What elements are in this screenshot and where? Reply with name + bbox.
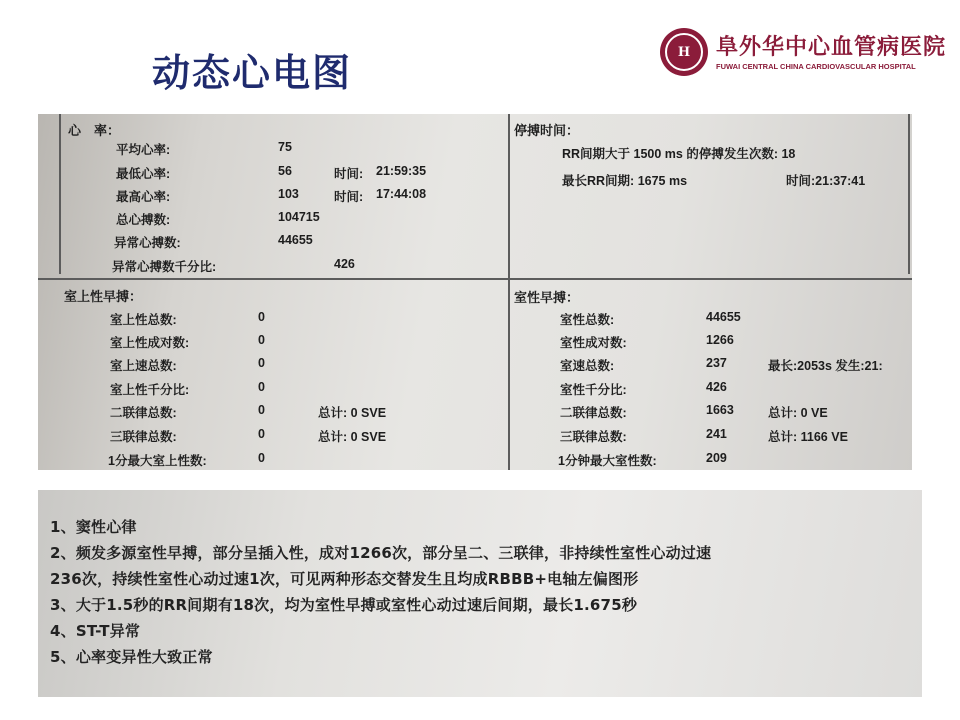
diagnosis-line: 2、频发多源室性早搏，部分呈插入性，成对1266次，部分呈二、三联律，非持续性室性心动过速 xyxy=(50,544,712,562)
hr-label: 最低心率: xyxy=(116,167,171,181)
diagnosis-line: 1、窦性心律 xyxy=(50,518,137,536)
diagnosis-line: 5、心率变异性大致正常 xyxy=(50,648,213,666)
sve-value: 0 xyxy=(258,356,265,370)
hr-time-label: 时间: xyxy=(334,190,364,204)
pause-count: RR间期大于 1500 ms 的停搏发生次数: 18 xyxy=(562,147,796,161)
sve-label: 室上性成对数: xyxy=(110,336,190,350)
hr-value: 44655 xyxy=(278,233,313,247)
ve-value: 1663 xyxy=(706,403,734,417)
hospital-name-cn: 阜外华中心血管病医院 xyxy=(716,34,947,60)
ve-extra: 总计: 0 VE xyxy=(768,406,828,420)
heart-rate-title: 心 率： xyxy=(68,123,121,138)
hr-value: 103 xyxy=(278,187,299,201)
ve-value: 44655 xyxy=(706,310,741,324)
hr-label: 异常心搏数千分比: xyxy=(112,260,217,274)
ve-extra: 最长:2053s 发生:21: xyxy=(768,359,883,373)
hospital-name-en: FUWAI CENTRAL CHINA CARDIOVASCULAR HOSPITAL xyxy=(716,62,916,71)
slide-title: 动态心电图 xyxy=(152,51,353,95)
hr-time-label: 时间: xyxy=(334,167,364,181)
ve-title: 室性早搏： xyxy=(514,290,580,305)
divider xyxy=(38,278,912,280)
ve-extra: 总计: 1166 VE xyxy=(768,430,848,444)
ve-value: 237 xyxy=(706,356,727,370)
ve-label: 室性成对数: xyxy=(560,336,627,350)
ve-label: 室性总数: xyxy=(560,313,615,327)
hospital-seal-icon xyxy=(660,28,708,76)
diagnosis-line: 4、ST-T异常 xyxy=(50,622,141,640)
hospital-logo xyxy=(660,28,950,80)
divider xyxy=(59,114,61,274)
diagnosis-list xyxy=(50,514,920,670)
ve-label: 室性千分比: xyxy=(560,383,627,397)
sve-label: 室上性总数: xyxy=(110,313,177,327)
sve-value: 0 xyxy=(258,310,265,324)
sve-value: 0 xyxy=(258,403,265,417)
hr-label: 总心搏数: xyxy=(116,213,171,227)
hr-label: 最高心率: xyxy=(116,190,171,204)
longest-rr-time: 时间:21:37:41 xyxy=(786,174,866,188)
hr-value: 75 xyxy=(278,140,292,154)
ve-value: 426 xyxy=(706,380,727,394)
sve-extra: 总计: 0 SVE xyxy=(318,430,387,444)
ve-value: 241 xyxy=(706,427,727,441)
sve-title: 室上性早搏： xyxy=(64,289,143,304)
hr-label: 异常心搏数: xyxy=(114,236,181,250)
sve-extra: 总计: 0 SVE xyxy=(318,406,387,420)
hr-label: 平均心率: xyxy=(116,143,171,157)
pause-title: 停搏时间： xyxy=(514,123,580,138)
sve-label: 室上性千分比: xyxy=(110,383,190,397)
hr-time: 17:44:08 xyxy=(376,187,427,201)
holter-report-photo xyxy=(38,114,912,470)
hr-time: 21:59:35 xyxy=(376,164,427,178)
sve-value: 0 xyxy=(258,427,265,441)
ve-value: 209 xyxy=(706,451,727,465)
diagnosis-photo xyxy=(38,490,922,697)
ve-label: 二联律总数: xyxy=(560,406,627,420)
diagnosis-line: 236次，持续性室性心动过速1次，可见两种形态交替发生且均成RBBB+电轴左偏图形 xyxy=(50,570,639,588)
diagnosis-line: 3、大于1.5秒的RR间期有18次，均为室性早搏或室性心动过速后间期，最长1.675秒 xyxy=(50,596,638,614)
hr-value: 426 xyxy=(334,257,355,271)
ve-value: 1266 xyxy=(706,333,734,347)
ve-label: 1分钟最大室性数: xyxy=(558,454,657,468)
ve-label: 三联律总数: xyxy=(560,430,627,444)
hr-value: 56 xyxy=(278,164,292,178)
sve-value: 0 xyxy=(258,333,265,347)
hr-value: 104715 xyxy=(278,210,320,224)
ve-label: 室速总数: xyxy=(560,359,615,373)
sve-label: 1分最大室上性数: xyxy=(108,454,207,468)
seal-letter: H xyxy=(665,33,703,71)
longest-rr: 最长RR间期: 1675 ms xyxy=(562,174,688,188)
sve-label: 二联律总数: xyxy=(110,406,177,420)
sve-label: 三联律总数: xyxy=(110,430,177,444)
sve-value: 0 xyxy=(258,380,265,394)
divider xyxy=(508,114,510,470)
sve-value: 0 xyxy=(258,451,265,465)
divider xyxy=(908,114,910,274)
sve-label: 室上速总数: xyxy=(110,359,177,373)
